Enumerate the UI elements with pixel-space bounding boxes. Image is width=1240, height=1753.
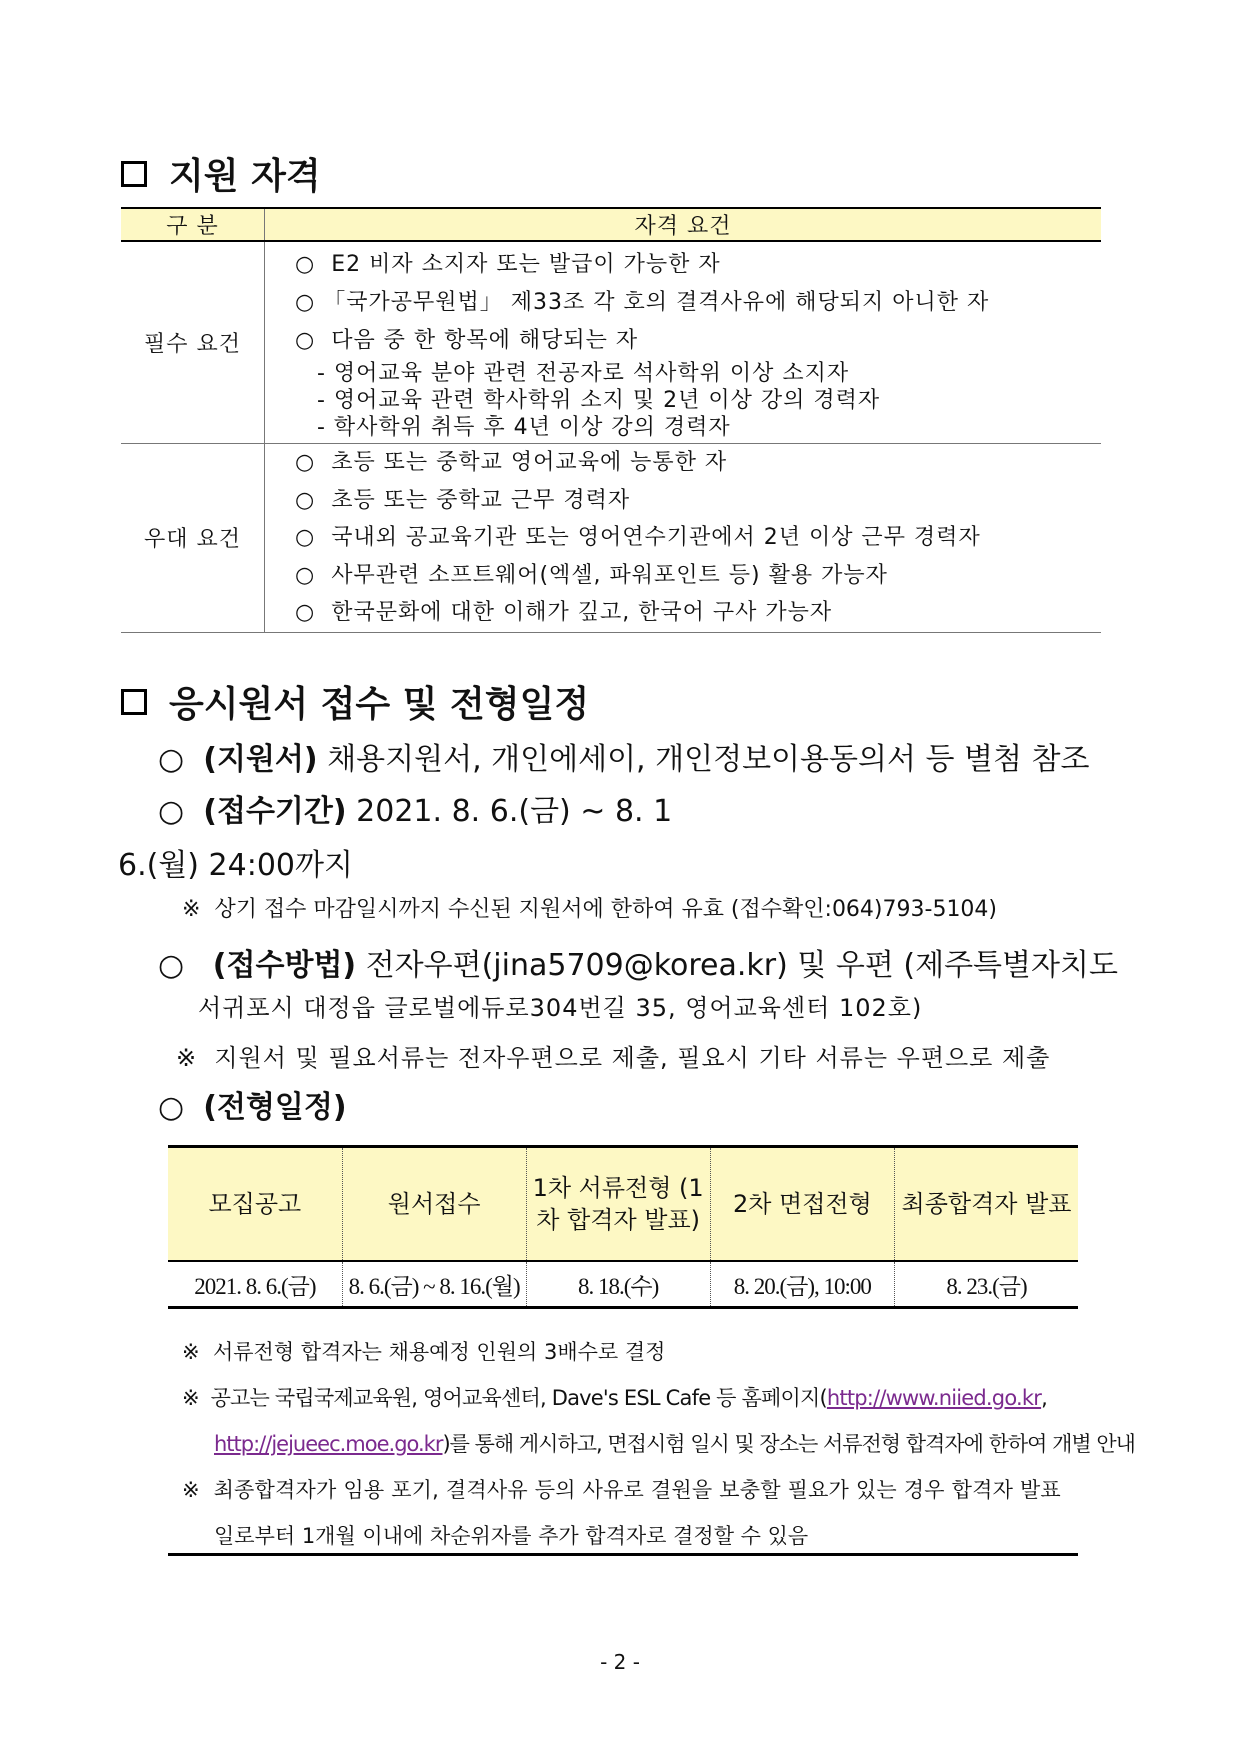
list-subitem: - 학사학위 취득 후 4년 이상 강의 경력자	[317, 415, 731, 440]
table-header-category: 구 분	[121, 208, 265, 241]
schedule-header: 1차 서류전형 (1차 합격자 발표)	[526, 1147, 710, 1262]
list-subitem: - 영어교육 관련 학사학위 소지 및 2년 이상 강의 경력자	[317, 388, 881, 413]
schedule-label: (전형일정)	[203, 1090, 347, 1125]
application-docs-line: ○ (지원서) 채용지원서, 개인에세이, 개인정보이용동의서 등 별첨 참조	[158, 742, 1090, 777]
schedule-header: 모집공고	[168, 1147, 342, 1262]
schedule-cell: 8. 20.(금), 10:00	[710, 1261, 894, 1308]
period-label: (접수기간)	[203, 794, 347, 829]
schedule-note-2: ※ 공고는 국립국제교육원, 영어교육센터, Dave's ESL Cafe 등 홈페이지(http://www.niied.go.kr,	[182, 1386, 1047, 1410]
method-continued: 서귀포시 대정읍 글로벌에듀로304번길 35, 영어교육센터 102호)	[198, 994, 923, 1022]
section-heading-application	[121, 676, 589, 727]
list-item: ○ 초등 또는 중학교 근무 경력자	[295, 487, 631, 513]
jejueec-link[interactable]: http://jejueec.moe.go.kr	[214, 1432, 443, 1456]
application-period-line: ○ (접수기간) 2021. 8. 6.(금) ~ 8. 1	[158, 794, 673, 829]
table-row-preferred	[121, 444, 1101, 633]
required-label: 필수 요건	[121, 241, 265, 444]
schedule-cell: 2021. 8. 6.(금)	[168, 1261, 342, 1308]
application-method-line: ○ (접수방법) 전자우편(jina5709@korea.kr) 및 우편 (제주특별자치도	[158, 948, 1118, 983]
schedule-note-2-continued: http://jejueec.moe.go.kr)를 통해 게시하고, 면접시험 일시 및 장소는 서류전형 합격자에 한하여 개별 안내	[214, 1432, 1135, 1456]
table-row-required	[121, 241, 1101, 444]
checkbox-square-icon	[121, 161, 147, 187]
schedule-note-1: ※ 서류전형 합격자는 채용예정 인원의 3배수로 결정	[182, 1340, 666, 1364]
schedule-cell: 8. 18.(수)	[526, 1261, 710, 1308]
schedule-cell: 8. 6.(금) ~ 8. 16.(월)	[342, 1261, 526, 1308]
method-note: ※ 지원서 및 필요서류는 전자우편으로 제출, 필요시 기타 서류는 우편으로 제출	[176, 1044, 1051, 1072]
list-item: ○ 「국가공무원법」 제33조 각 호의 결격사유에 해당되지 아니한 자	[295, 290, 990, 315]
list-subitem: - 영어교육 분야 관련 전공자로 석사학위 이상 소지자	[317, 361, 850, 386]
section-heading-qualification	[121, 148, 321, 199]
section-title: 응시원서 접수 및 전형일정	[169, 684, 590, 725]
schedule-table	[168, 1145, 1078, 1309]
list-item: ○ 다음 중 한 항목에 해당되는 자	[295, 328, 639, 353]
method-label: (접수방법)	[212, 948, 357, 983]
list-item: ○ 한국문화에 대한 이해가 깊고, 한국어 구사 가능자	[295, 600, 833, 625]
period-text: 2021. 8. 6.(금) ~ 8. 1	[356, 794, 673, 829]
schedule-note-3-continued: 일로부터 1개월 이내에 차순위자를 추가 합격자로 결정할 수 있음	[214, 1524, 809, 1548]
schedule-header: 최종합격자 발표	[895, 1147, 1078, 1262]
preferred-label: 우대 요건	[121, 444, 265, 633]
method-text: 전자우편(jina5709@korea.kr) 및 우편 (제주특별자치도	[365, 948, 1118, 983]
schedule-note-3: ※ 최종합격자가 임용 포기, 결격사유 등의 사유로 결원을 보충할 필요가 있는 경우 합격자 발표	[182, 1478, 1061, 1502]
period-note: ※ 상기 접수 마감일시까지 수신된 지원서에 한하여 유효 (접수확인:064)793-5104)	[182, 897, 998, 922]
schedule-header: 원서접수	[342, 1147, 526, 1262]
bottom-divider	[168, 1553, 1078, 1556]
page-number: - 2 -	[600, 1650, 640, 1674]
table-row	[168, 1261, 1078, 1308]
list-item: ○ 초등 또는 중학교 영어교육에 능통한 자	[295, 450, 728, 475]
table-header-requirements: 자격 요건	[265, 208, 1102, 241]
section-title: 지원 자격	[169, 156, 321, 197]
schedule-header: 2차 면접전형	[710, 1147, 894, 1262]
docs-label: (지원서)	[203, 742, 318, 777]
qualification-table	[121, 207, 1101, 633]
list-item: ○ E2 비자 소지자 또는 발급이 가능한 자	[295, 252, 721, 277]
schedule-cell: 8. 23.(금)	[895, 1261, 1078, 1308]
list-item: ○ 사무관련 소프트웨어(엑셀, 파워포인트 등) 활용 가능자	[295, 562, 888, 588]
niied-link[interactable]: http://www.niied.go.kr	[826, 1386, 1042, 1410]
docs-text: 채용지원서, 개인에세이, 개인정보이용동의서 등 별첨 참조	[327, 742, 1090, 777]
schedule-line: ○ (전형일정)	[158, 1090, 347, 1125]
checkbox-square-icon	[121, 689, 147, 715]
period-continued: 6.(월) 24:00까지	[118, 848, 353, 883]
list-item: ○ 국내외 공교육기관 또는 영어연수기관에서 2년 이상 근무 경력자	[295, 525, 981, 550]
